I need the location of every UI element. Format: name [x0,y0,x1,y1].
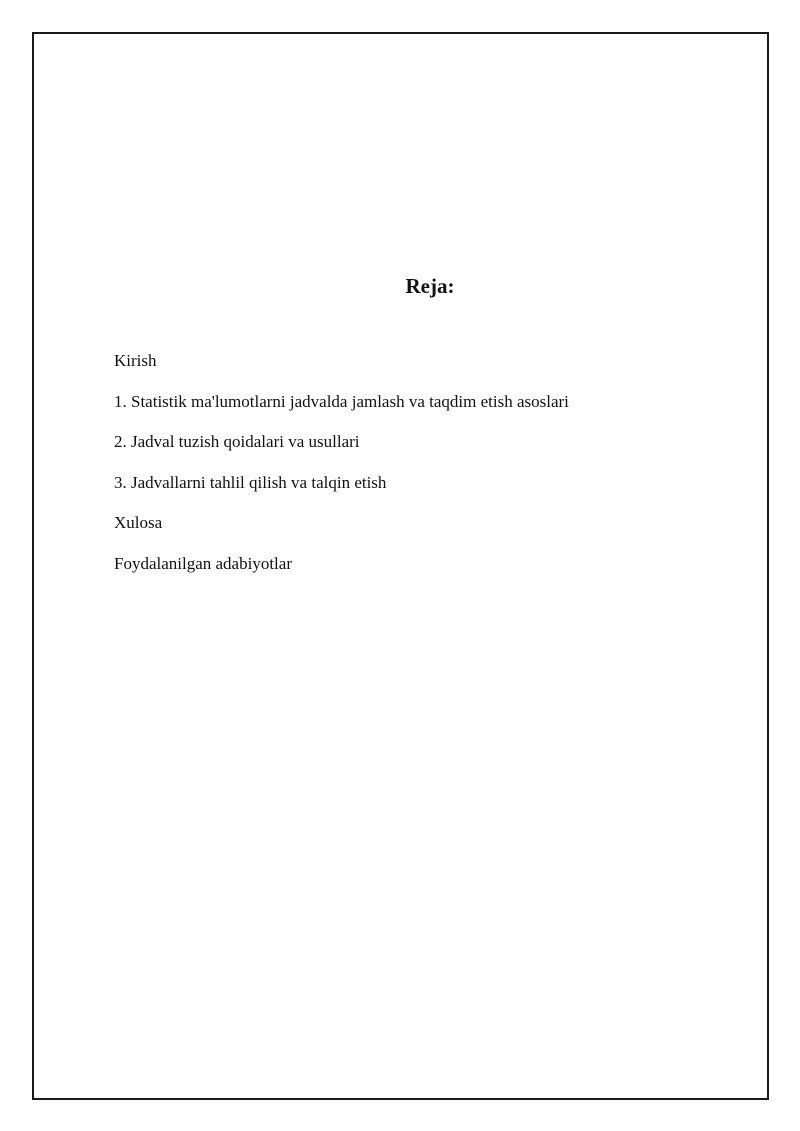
toc-item-chapter-3: 3. Jadvallarni tahlil qilish va talqin etish [114,472,387,492]
toc-item-chapter-1: 1. Statistik ma'lumotlarni jadvalda jamlash va taqdim etish asoslari [114,391,569,411]
page-title: Reja: [405,274,455,298]
table-of-contents [114,350,569,593]
toc-item-references: Foydalanilgan adabiyotlar [114,553,292,573]
toc-item-conclusion: Xulosa [114,513,163,532]
toc-item-chapter-2: 2. Jadval tuzish qoidalari va usullari [114,432,360,451]
toc-item-introduction: Kirish [114,351,157,370]
